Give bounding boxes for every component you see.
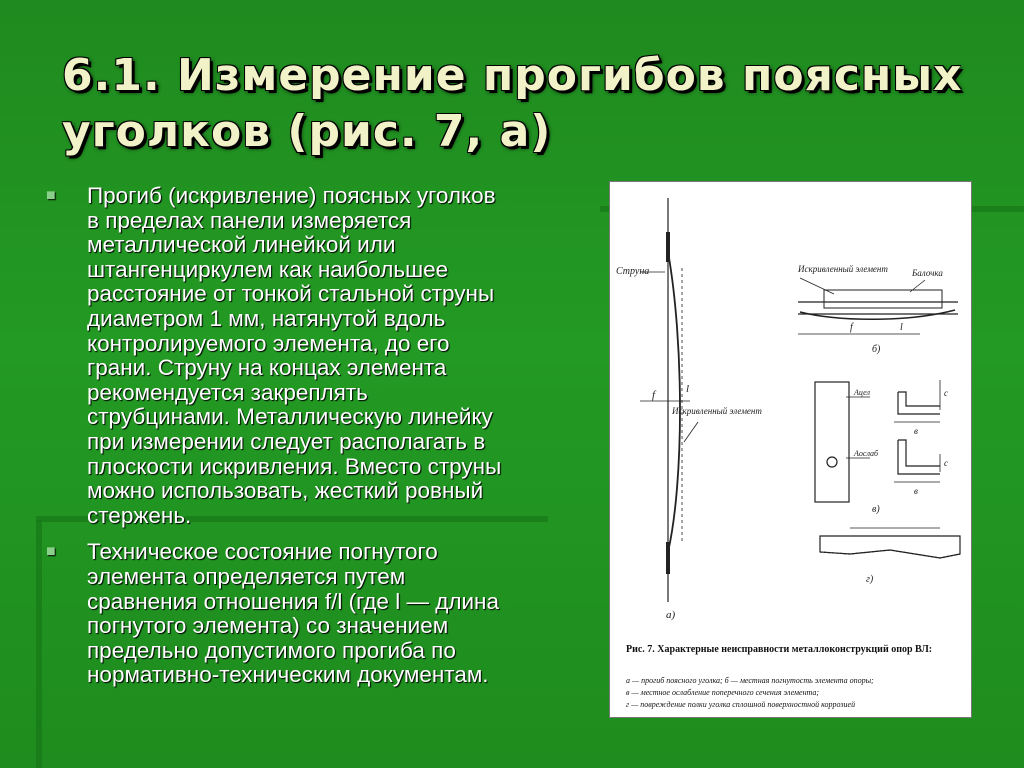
figure-caption-line: г — повреждение полки уголка сплошной поверхностной коррозией (626, 700, 856, 709)
label-b-top: в (914, 426, 918, 436)
paragraph-text: Прогиб (искривление) поясных уголков в пределах панели измеряется металлической линейкой или штангенциркулем как наибольшее расстояние от тонкой стальной струны диаметром 1 мм, натянутой вдоль контролируемого элемента, до его грани. Струну на концах элемента рекомендуется закреплять струбцинами. Металлическую линейку при измерении следует располагать в плоскости искривления. Вместо струны можно использовать, жесткий ровный стержень. (87, 183, 502, 528)
label-f-small: f (850, 322, 853, 333)
bent-element-b (800, 310, 955, 319)
figure-caption-line: а — прогиб поясного уголка; б — местная погнутость элемента опоры; (626, 676, 874, 685)
label-fig-b: б) (872, 344, 881, 355)
label-l: l (686, 383, 690, 395)
slide-title: 6.1. Измерение прогибов поясных уголков (рис. 7, а) (62, 50, 963, 157)
label-c-top: с (944, 388, 948, 398)
figure-7 (609, 181, 972, 718)
label-fig-a: а) (666, 609, 676, 621)
bullet-square-icon: ■ (46, 543, 56, 561)
label-f: f (652, 389, 656, 401)
figure-caption-title: Рис. 7. Характерные неисправности металлоконструкций опор ВЛ: (626, 644, 933, 655)
bullet-square-icon: ■ (46, 187, 56, 204)
label-l-small: l (900, 322, 903, 333)
angle-section-bottom (898, 440, 940, 474)
label-a-tseln: Aцел (854, 388, 870, 397)
label-element-a: Искривленный элемент (672, 406, 762, 416)
label-a-oslab: Aослаб (854, 449, 879, 458)
label-fig-g: г) (866, 574, 874, 585)
label-element-b: Искривленный элемент (798, 264, 888, 274)
plate-rect (815, 382, 849, 502)
corrosion-edge (820, 550, 960, 558)
label-balochka: Балочка (912, 268, 943, 278)
label-fig-v: в) (872, 504, 880, 515)
bullet-paragraph (42, 184, 502, 528)
leader-element-a (684, 422, 698, 442)
corroded-plate (820, 536, 960, 558)
figure-caption-line: в — местное ослабление поперечного сечения элемента; (626, 688, 820, 697)
angle-section-top (898, 392, 940, 414)
label-b-bottom: в (914, 486, 918, 496)
leader-element-b (800, 278, 834, 294)
slide-body (42, 184, 502, 688)
hole-circle (827, 457, 837, 467)
figure-drawing (610, 182, 971, 717)
label-c-bottom: с (944, 458, 948, 468)
beam-rect (824, 290, 942, 308)
paragraph-text: Техническое состояние погнутого элемента определяется путем сравнения отношения f/l (где l — длина погнутого элемента) со значением предельно допустимого прогиба по нормативно-техническим документам. (87, 539, 499, 688)
bent-element-line (668, 252, 680, 552)
label-struna: Струна (616, 266, 650, 277)
bullet-paragraph (42, 540, 502, 688)
